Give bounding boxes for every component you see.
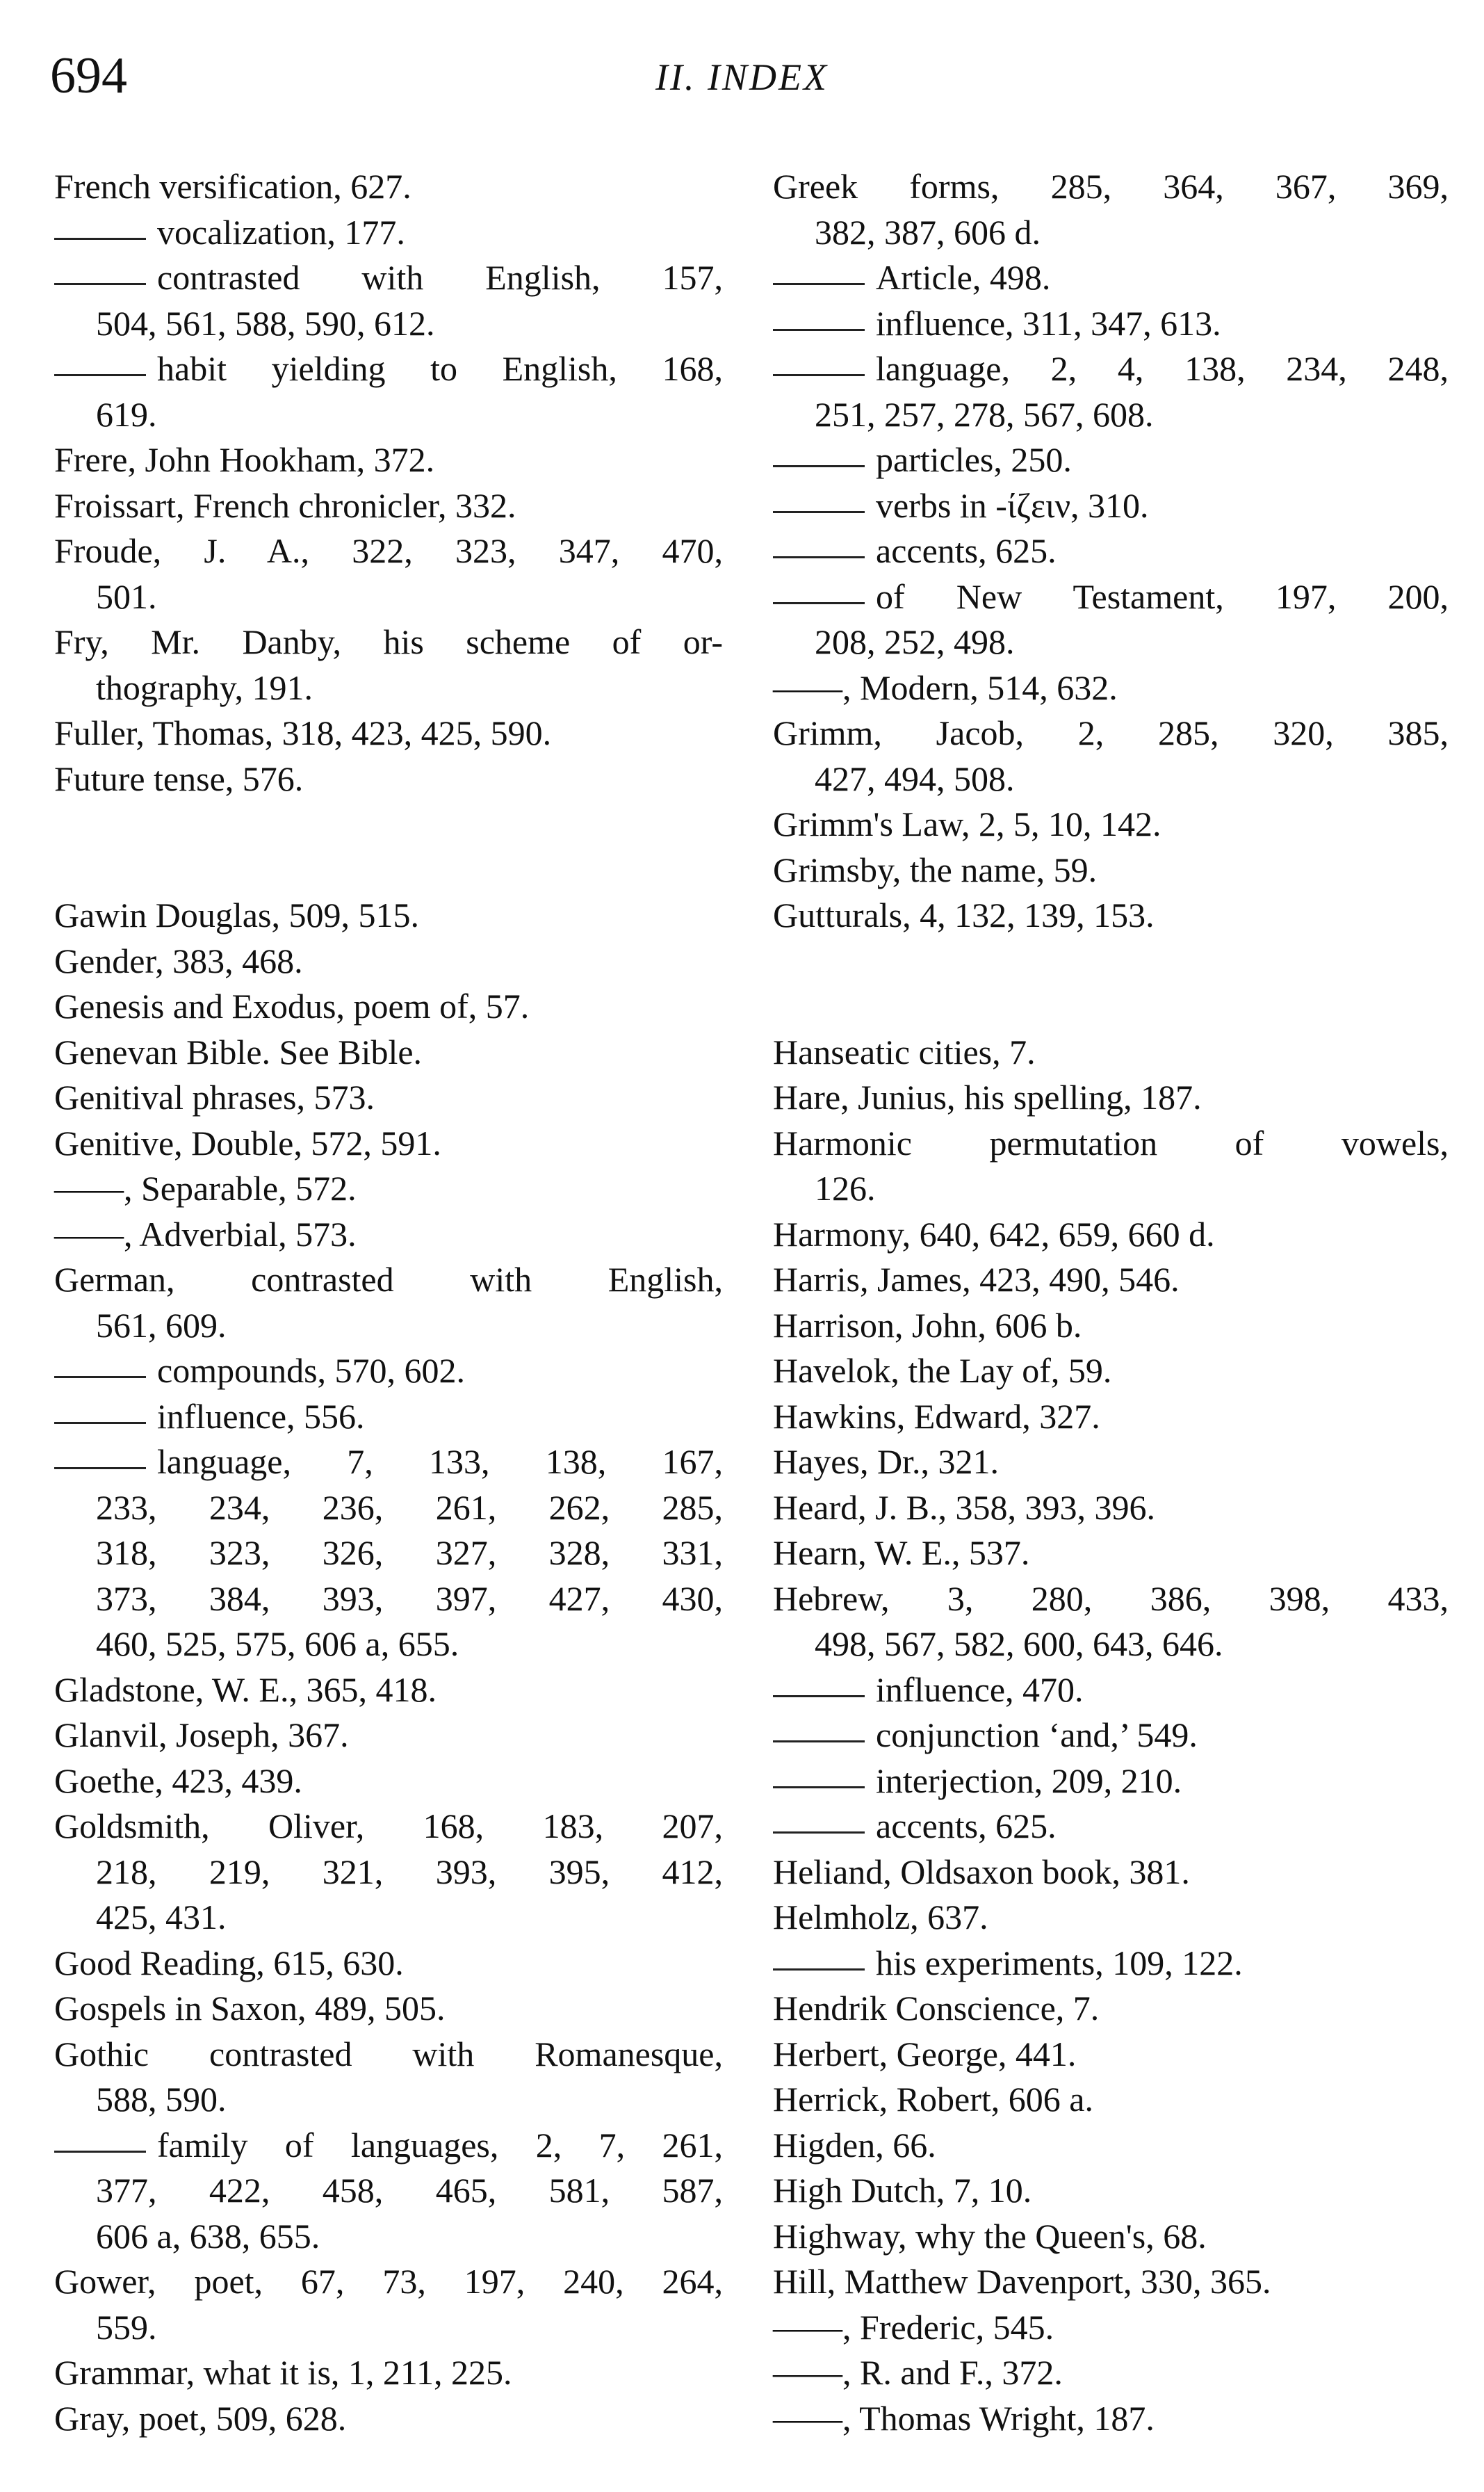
index-entry [54, 1713, 723, 1758]
entry-text: 382, 387, 606 d. [815, 212, 1041, 252]
entry-text: Heard, J. B., 358, 393, 396. [773, 1487, 1155, 1527]
entry-text: 588, 590. [96, 2080, 227, 2119]
index-entry-continuation [54, 1895, 723, 1941]
entry-text: thography, 191. [96, 668, 313, 707]
index-entry [773, 893, 1449, 939]
ditto-dash [54, 2151, 146, 2153]
entry-text: 251, 257, 278, 567, 608. [815, 394, 1154, 434]
entry-text: Gladstone, W. E., 365, 418. [54, 1669, 437, 1709]
index-subentry [773, 255, 1449, 301]
entry-text: language, 7, 133, 138, 167, [157, 1442, 723, 1481]
entry-text: Heliand, Oldsaxon book, 381. [773, 1852, 1190, 1891]
index-entry-continuation [54, 2214, 723, 2260]
ditto-dash [54, 1467, 146, 1469]
entry-text: 561, 609. [96, 1305, 227, 1345]
index-entry [54, 483, 723, 529]
index-subentry [54, 210, 723, 256]
index-entry [773, 1530, 1449, 1576]
index-entry [54, 939, 723, 985]
entry-text: particles, 250. [876, 440, 1072, 479]
index-entry-continuation [54, 1303, 723, 1349]
index-subentry [773, 1713, 1449, 1758]
entry-text: family of languages, 2, 7, 261, [157, 2125, 723, 2165]
index-subentry [773, 574, 1449, 620]
entry-text: 318, 323, 326, 327, 328, 331, [96, 1533, 723, 1572]
entry-text: Article, 498. [876, 258, 1051, 297]
index-entry [773, 1439, 1449, 1485]
entry-text: Gender, 383, 468. [54, 941, 303, 980]
index-entry [773, 1303, 1449, 1349]
entry-text: Hill, Matthew Davenport, 330, 365. [773, 2262, 1271, 2301]
ditto-dash [773, 1695, 865, 1697]
entry-text: compounds, 570, 602. [157, 1351, 466, 1390]
index-column-left [54, 164, 723, 2441]
entry-text: Gower, poet, 67, 73, 197, 240, 264, [54, 2262, 723, 2301]
index-subentry [54, 1439, 723, 1485]
index-entry [54, 893, 723, 939]
entry-text: Goldsmith, Oliver, 168, 183, 207, [54, 1806, 723, 1845]
index-entry [773, 2305, 1449, 2351]
index-entry [54, 1257, 723, 1303]
index-entry [773, 164, 1449, 210]
entry-text: ——, Frederic, 545. [773, 2307, 1054, 2347]
page-number: 694 [50, 47, 127, 104]
entry-text: 498, 567, 582, 600, 643, 646. [815, 1624, 1223, 1663]
index-entry [773, 1394, 1449, 1440]
index-entry [54, 1941, 723, 1987]
index-entry [773, 1121, 1449, 1167]
index-entry [773, 2259, 1449, 2305]
index-entry [773, 2077, 1449, 2123]
entry-text: Froude, J. A., 322, 323, 347, 470, [54, 531, 723, 570]
entry-text: influence, 470. [876, 1669, 1084, 1709]
ditto-dash [54, 1376, 146, 1378]
ditto-dash [54, 238, 146, 240]
index-entry [54, 1075, 723, 1121]
ditto-dash [773, 602, 865, 604]
entry-text: Highway, why the Queen's, 68. [773, 2216, 1207, 2256]
index-entry [773, 1075, 1449, 1121]
entry-text: Harmony, 640, 642, 659, 660 d. [773, 1214, 1215, 1254]
entry-text: ——, Thomas Wright, 187. [773, 2398, 1155, 2438]
ditto-dash [54, 283, 146, 285]
entry-text: accents, 625. [876, 1806, 1057, 1845]
ditto-dash [773, 374, 865, 376]
entry-text: Glanvil, Joseph, 367. [54, 1715, 349, 1754]
entry-text: interjection, 209, 210. [876, 1761, 1182, 1800]
ditto-dash [773, 465, 865, 467]
ditto-dash [773, 329, 865, 331]
entry-text: Grimsby, the name, 59. [773, 850, 1098, 889]
index-entry [773, 2168, 1449, 2214]
letter-section-gap [773, 939, 1449, 1030]
index-entry [54, 164, 723, 210]
index-entry [54, 1166, 723, 1212]
index-entry [54, 620, 723, 665]
index-entry [54, 2032, 723, 2078]
entry-text: 208, 252, 498. [815, 622, 1015, 661]
letter-section-gap [54, 802, 723, 893]
entry-text: Hebrew, 3, 280, 386, 398, 433, [773, 1578, 1449, 1618]
index-entry [54, 2396, 723, 2442]
index-subentry [54, 255, 723, 301]
entry-text: 218, 219, 321, 393, 395, 412, [96, 1852, 723, 1891]
index-entry [54, 984, 723, 1030]
entry-text: Genevan Bible. See Bible. [54, 1032, 423, 1071]
entry-text: 233, 234, 236, 261, 262, 285, [96, 1487, 723, 1527]
index-entry-continuation [54, 2168, 723, 2214]
index-entry-continuation [54, 665, 723, 711]
entry-text: 504, 561, 588, 590, 612. [96, 303, 435, 343]
entry-text: Gawin Douglas, 509, 515. [54, 896, 419, 934]
index-entry [54, 1212, 723, 1258]
index-subentry [54, 1394, 723, 1440]
entry-text: Fry, Mr. Danby, his scheme of or- [54, 622, 723, 661]
entry-text: habit yielding to English, 168, [157, 349, 723, 388]
index-subentry [773, 301, 1449, 347]
entry-text: Higden, 66. [773, 2125, 936, 2165]
entry-text: 559. [96, 2307, 157, 2347]
entry-text: influence, 311, 347, 613. [876, 303, 1221, 343]
entry-text: language, 2, 4, 138, 234, 248, [876, 349, 1449, 388]
entry-text: 377, 422, 458, 465, 581, 587, [96, 2171, 723, 2210]
entry-text: German, contrasted with English, [54, 1260, 723, 1299]
entry-text: Fuller, Thomas, 318, 423, 425, 590. [54, 713, 552, 752]
entry-text: Goethe, 423, 439. [54, 1761, 302, 1800]
index-entry-continuation [773, 210, 1449, 256]
entry-text: ——, Separable, 572. [54, 1169, 357, 1208]
entry-text: Grimm, Jacob, 2, 285, 320, 385, [773, 713, 1449, 752]
index-entry [54, 2259, 723, 2305]
entry-text: Helmholz, 637. [773, 1898, 988, 1936]
index-entry [773, 1485, 1449, 1531]
index-entry-continuation [773, 756, 1449, 802]
index-subentry [773, 483, 1449, 529]
index-entry [773, 711, 1449, 756]
index-entry [773, 1576, 1449, 1622]
index-column-right [773, 164, 1449, 2441]
index-entry-continuation [54, 1621, 723, 1667]
index-entry [773, 848, 1449, 893]
index-entry-continuation [54, 1530, 723, 1576]
entry-text: accents, 625. [876, 531, 1057, 570]
entry-text: of New Testament, 197, 200, [876, 576, 1449, 616]
index-entry [773, 1986, 1449, 2032]
index-entry [773, 802, 1449, 848]
index-entry [773, 1850, 1449, 1895]
entry-text: Good Reading, 615, 630. [54, 1943, 404, 1982]
entry-text: Gray, poet, 509, 628. [54, 2398, 347, 2438]
entry-text: verbs in -ίζειν, 310. [876, 485, 1149, 525]
index-subentry [773, 346, 1449, 392]
index-entry [54, 528, 723, 574]
entry-text: 126. [815, 1169, 876, 1208]
index-entry [773, 2396, 1449, 2442]
index-subentry [773, 528, 1449, 574]
entry-text: Gospels in Saxon, 489, 505. [54, 1989, 446, 2028]
entry-text: influence, 556. [157, 1396, 365, 1436]
entry-text: Hendrik Conscience, 7. [773, 1989, 1100, 2028]
index-entry-continuation [54, 1850, 723, 1895]
entry-text: Herrick, Robert, 606 a. [773, 2080, 1093, 2119]
entry-text: ——, R. and F., 372. [773, 2353, 1063, 2392]
index-entry [54, 1804, 723, 1850]
entry-text: Herbert, George, 441. [773, 2034, 1077, 2073]
index-entry-continuation [773, 392, 1449, 438]
index-entry [773, 2350, 1449, 2396]
index-subentry [54, 346, 723, 392]
index-entry [773, 1348, 1449, 1394]
ditto-dash [773, 1740, 865, 1742]
index-entry [54, 711, 723, 756]
index-entry-continuation [773, 1621, 1449, 1667]
entry-text: 460, 525, 575, 606 a, 655. [96, 1624, 459, 1663]
entry-text: 427, 494, 508. [815, 759, 1015, 798]
entry-text: Genesis and Exodus, poem of, 57. [54, 987, 530, 1026]
entry-text: Hayes, Dr., 321. [773, 1442, 999, 1481]
index-entry [54, 437, 723, 483]
entry-text: Frere, John Hookham, 372. [54, 440, 435, 479]
ditto-dash [773, 283, 865, 285]
page-header [0, 0, 1484, 118]
ditto-dash [54, 374, 146, 376]
index-entry [773, 1212, 1449, 1258]
index-entry-continuation [773, 620, 1449, 665]
index-entry [54, 2350, 723, 2396]
index-entry-continuation [54, 392, 723, 438]
index-subentry [773, 1804, 1449, 1850]
ditto-dash [54, 1422, 146, 1424]
entry-text: ——, Adverbial, 573. [54, 1214, 357, 1254]
entry-text: Harris, James, 423, 490, 546. [773, 1260, 1180, 1299]
index-entry [773, 1895, 1449, 1941]
index-entry-continuation [54, 1576, 723, 1622]
index-entry [54, 1030, 723, 1076]
entry-text: Genitival phrases, 573. [54, 1078, 375, 1117]
entry-text: Harmonic permutation of vowels, [773, 1123, 1449, 1163]
entry-text: Hawkins, Edward, 327. [773, 1396, 1100, 1436]
entry-text: vocalization, 177. [157, 212, 405, 252]
entry-text: Froissart, French chronicler, 332. [54, 485, 516, 525]
index-subentry [773, 1941, 1449, 1987]
entry-text: High Dutch, 7, 10. [773, 2171, 1032, 2210]
entry-text: Grimm's Law, 2, 5, 10, 142. [773, 804, 1161, 843]
index-entry-continuation [54, 2077, 723, 2123]
index-entry-continuation [54, 1485, 723, 1531]
entry-text: Hare, Junius, his spelling, 187. [773, 1078, 1202, 1117]
entry-text: French versification, 627. [54, 167, 411, 206]
index-entry-continuation [54, 301, 723, 347]
index-entry [773, 665, 1449, 711]
index-subentry [54, 2123, 723, 2169]
entry-text: Future tense, 576. [54, 759, 304, 798]
ditto-dash [773, 1786, 865, 1788]
index-entry-continuation [773, 1166, 1449, 1212]
index-subentry [54, 1348, 723, 1394]
index-entry [773, 1257, 1449, 1303]
index-entry [773, 2032, 1449, 2078]
running-head: II. INDEX [655, 56, 829, 98]
entry-text: Grammar, what it is, 1, 211, 225. [54, 2353, 512, 2392]
index-subentry [773, 437, 1449, 483]
index-entry [773, 2123, 1449, 2169]
ditto-dash [773, 1831, 865, 1834]
ditto-dash [773, 1968, 865, 1971]
entry-text: 373, 384, 393, 397, 427, 430, [96, 1578, 723, 1618]
entry-text: Gothic contrasted with Romanesque, [54, 2034, 723, 2073]
entry-text: Gutturals, 4, 132, 139, 153. [773, 896, 1155, 934]
entry-text: Genitive, Double, 572, 591. [54, 1123, 441, 1163]
entry-text: Havelok, the Lay of, 59. [773, 1351, 1112, 1390]
ditto-dash [773, 511, 865, 513]
entry-text: ——, Modern, 514, 632. [773, 668, 1118, 707]
entry-text: conjunction ‘and,’ 549. [876, 1715, 1198, 1754]
index-entry [54, 1667, 723, 1713]
entry-text: Hanseatic cities, 7. [773, 1032, 1036, 1071]
index-entry-continuation [54, 574, 723, 620]
entry-text: 425, 431. [96, 1898, 227, 1936]
index-entry [54, 1121, 723, 1167]
index-entry-continuation [54, 2305, 723, 2351]
index-subentry [773, 1758, 1449, 1804]
entry-text: 501. [96, 576, 157, 616]
index-entry [54, 1758, 723, 1804]
index-subentry [773, 1667, 1449, 1713]
entry-text: Hearn, W. E., 537. [773, 1533, 1030, 1572]
entry-text: 619. [96, 394, 157, 434]
entry-text: 606 a, 638, 655. [96, 2216, 320, 2256]
index-entry [54, 1986, 723, 2032]
index-entry [773, 1030, 1449, 1076]
index-entry [773, 2214, 1449, 2260]
entry-text: his experiments, 109, 122. [876, 1943, 1243, 1982]
entry-text: Greek forms, 285, 364, 367, 369, [773, 167, 1449, 206]
entry-text: Harrison, John, 606 b. [773, 1305, 1082, 1345]
entry-text: contrasted with English, 157, [157, 258, 723, 297]
ditto-dash [773, 556, 865, 558]
index-entry [54, 756, 723, 802]
